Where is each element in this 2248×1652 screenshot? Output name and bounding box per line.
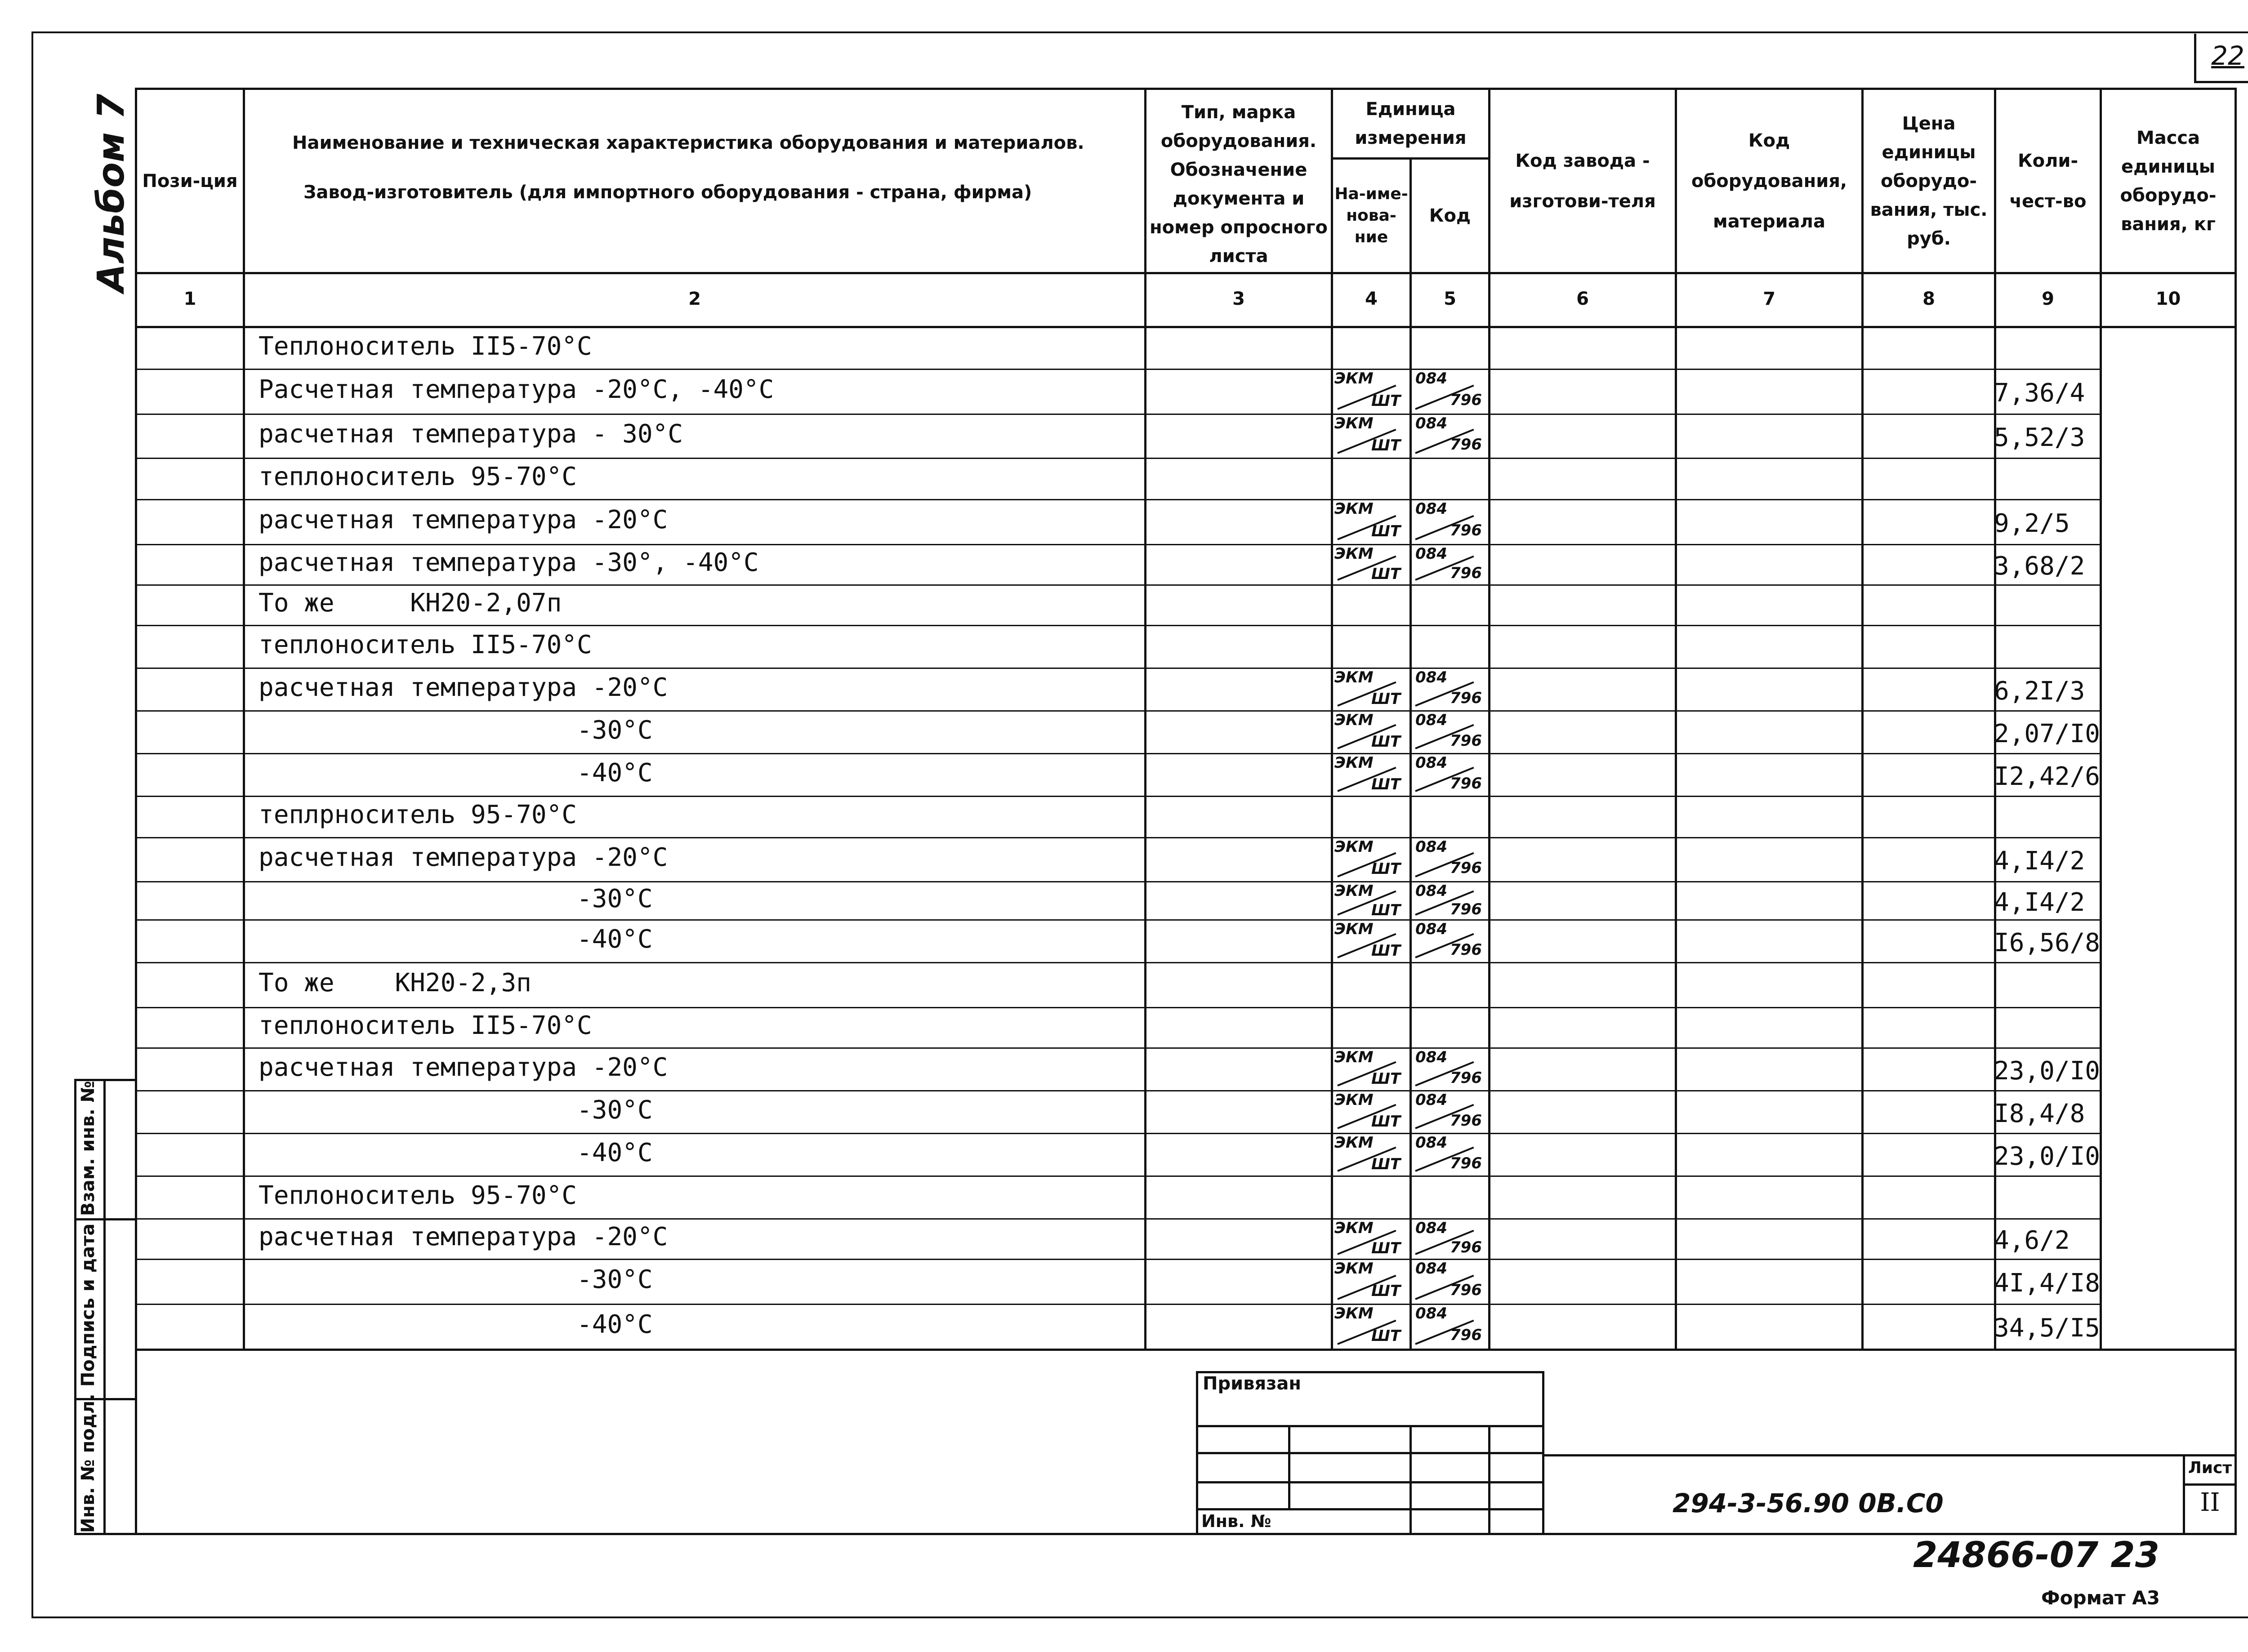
row-name: расчетная температура -20°C — [259, 1052, 668, 1082]
unit-name-bottom: ШТ — [1371, 1155, 1401, 1173]
unit-code-top: 084 — [1415, 370, 1447, 387]
row-line — [135, 881, 2100, 882]
unit-name-top: ЭКМ — [1334, 1219, 1374, 1237]
header-unit-name: На-име-нова-ние — [1334, 185, 1408, 246]
row-line — [135, 458, 2100, 459]
row-line — [135, 668, 2100, 669]
archive-number: 24866-07 23 — [1913, 1535, 2159, 1576]
unit-code-bottom: 796 — [1450, 1238, 1482, 1256]
row-line — [135, 1007, 2100, 1008]
row-line — [135, 544, 2100, 545]
row-quantity: 4,I4/2 — [1994, 846, 2085, 876]
unit-name-top: ЭКМ — [1334, 882, 1374, 900]
unit-name-top: ЭКМ — [1334, 711, 1374, 729]
unit-name-top: ЭКМ — [1334, 754, 1374, 772]
row-name: расчетная температура - 30°C — [259, 419, 683, 449]
header-unit-code: Код — [1429, 205, 1471, 226]
privyazan-label: Привязан — [1203, 1373, 1302, 1394]
unit-name-bottom: ШТ — [1371, 1327, 1401, 1345]
header-quantity: Коли-чест-во — [2009, 150, 2087, 212]
row-line — [135, 1176, 2100, 1177]
unit-name-bottom: ШТ — [1371, 732, 1401, 751]
row-line — [135, 1047, 2100, 1049]
table-body-bottom — [135, 1349, 2237, 1351]
row-name: -30°C — [259, 715, 653, 745]
header-factory-code: Код завода - изготови-теля — [1509, 150, 1656, 212]
header-type: Тип, марка оборудования. Обозначение документа и номер опросного листа — [1150, 102, 1328, 267]
unit-code-top: 084 — [1415, 668, 1447, 686]
unit-name-bottom: ШТ — [1371, 690, 1401, 708]
unit-code-bottom: 796 — [1450, 521, 1482, 539]
unit-name-top: ЭКМ — [1334, 1091, 1374, 1109]
list-label: Лист — [2188, 1459, 2232, 1477]
col-num-8: 8 — [1922, 289, 1935, 309]
row-line — [135, 796, 2100, 797]
row-name: расчетная температура -20°C — [259, 843, 668, 872]
row-quantity: 23,0/I0 — [1994, 1056, 2101, 1086]
row-line — [135, 1090, 2100, 1091]
unit-code-bottom: 796 — [1450, 774, 1482, 793]
unit-code-top: 084 — [1415, 920, 1447, 938]
side-stamp-row-1 — [74, 1218, 137, 1220]
unit-name-bottom: ШТ — [1371, 436, 1401, 454]
header-equipment-code: Код оборудования, материала — [1691, 130, 1847, 232]
header-name-line2: Завод-изготовитель (для импортного оборудования - страна, фирма) — [303, 182, 1032, 203]
side-stamp-inv: Инв. № подл. — [78, 1394, 98, 1533]
unit-code-top: 084 — [1415, 1091, 1447, 1109]
list-number: II — [2200, 1488, 2220, 1517]
unit-code-bottom: 796 — [1450, 1326, 1482, 1344]
unit-code-bottom: 796 — [1450, 1069, 1482, 1087]
row-name: Теплоноситель 95-70°C — [259, 1180, 577, 1210]
stamp-col-3 — [1488, 1425, 1490, 1535]
unit-code-bottom: 796 — [1450, 1111, 1482, 1130]
header-position: Пози-ция — [142, 170, 238, 191]
unit-name-top: ЭКМ — [1334, 370, 1374, 387]
row-name: теплоноситель 95-70°C — [259, 462, 577, 491]
row-quantity: 3,68/2 — [1994, 552, 2085, 581]
unit-name-bottom: ШТ — [1371, 941, 1401, 960]
col-num-7: 7 — [1763, 289, 1775, 309]
document-code: 294-3-56.90 0В.С0 — [1673, 1488, 1944, 1518]
unit-code-top: 084 — [1415, 1305, 1447, 1322]
row-name: -30°C — [259, 884, 653, 913]
col-num-9: 9 — [2042, 289, 2054, 309]
unit-code-bottom: 796 — [1450, 940, 1482, 959]
row-name: теплоноситель II5-70°C — [259, 630, 592, 659]
row-name: расчетная температура -20°C — [259, 1222, 668, 1251]
row-quantity: 7,36/4 — [1994, 378, 2085, 408]
unit-code-top: 084 — [1415, 1260, 1447, 1278]
unit-code-bottom: 796 — [1450, 900, 1482, 918]
row-name: -40°C — [259, 1138, 653, 1167]
unit-code-top: 084 — [1415, 882, 1447, 900]
row-line — [135, 919, 2100, 921]
side-stamp-podpis: Подпись и дата — [78, 1223, 98, 1387]
col-num-3: 3 — [1232, 289, 1245, 309]
row-quantity: I2,42/6 — [1994, 761, 2101, 791]
unit-name-bottom: ШТ — [1371, 392, 1401, 410]
header-bottom-line — [135, 272, 2237, 274]
unit-code-top: 084 — [1415, 838, 1447, 856]
unit-code-top: 084 — [1415, 1048, 1447, 1066]
row-name: -30°C — [259, 1095, 653, 1125]
list-box-split — [2183, 1483, 2237, 1486]
row-line — [135, 1133, 2100, 1134]
row-line — [135, 414, 2100, 415]
unit-code-top: 084 — [1415, 414, 1447, 432]
row-line — [135, 837, 2100, 838]
row-line — [135, 584, 2100, 586]
side-stamp-divider — [103, 1079, 106, 1535]
col-divider-1 — [243, 88, 245, 1349]
stamp-row-1 — [1196, 1425, 1544, 1427]
unit-code-bottom: 796 — [1450, 1281, 1482, 1299]
row-name: То же КН20-2,07п — [259, 588, 562, 618]
row-name: Теплоноситель II5-70°C — [259, 332, 592, 361]
row-quantity: 2,07/I0 — [1994, 719, 2101, 748]
unit-code-top: 084 — [1415, 1134, 1447, 1152]
row-line — [135, 499, 2100, 500]
unit-name-top: ЭКМ — [1334, 500, 1374, 518]
row-name: теплоноситель II5-70°C — [259, 1011, 592, 1040]
row-name: -30°C — [259, 1265, 653, 1294]
unit-name-bottom: ШТ — [1371, 1112, 1401, 1131]
row-quantity: 4,I4/2 — [1994, 887, 2085, 917]
stamp-col-2 — [1409, 1425, 1412, 1535]
unit-code-bottom: 796 — [1450, 391, 1482, 409]
unit-name-bottom: ШТ — [1371, 1069, 1401, 1088]
stamp-row-2 — [1196, 1452, 1544, 1454]
unit-name-top: ЭКМ — [1334, 545, 1374, 563]
title-block-top — [1544, 1454, 2237, 1456]
row-name: -40°C — [259, 758, 653, 788]
column-numbers-bottom-line — [135, 326, 2237, 328]
col-divider-5 — [1488, 88, 1490, 1349]
header-unit: Единица измерения — [1355, 99, 1467, 148]
row-line — [135, 1304, 2100, 1305]
row-line — [135, 1259, 2100, 1260]
row-name: расчетная температура -30°, -40°C — [259, 548, 759, 577]
row-quantity: 4I,4/I8 — [1994, 1269, 2101, 1298]
side-stamp-vzam: Взам. инв. № — [78, 1081, 98, 1216]
unit-code-top: 084 — [1415, 754, 1447, 772]
col-num-5: 5 — [1444, 289, 1456, 309]
unit-name-top: ЭКМ — [1334, 1260, 1374, 1278]
unit-code-top: 084 — [1415, 1219, 1447, 1237]
unit-name-top: ЭКМ — [1334, 920, 1374, 938]
row-name: расчетная температура -20°C — [259, 505, 668, 534]
unit-code-bottom: 796 — [1450, 859, 1482, 877]
inv-no-label: Инв. № — [1201, 1511, 1271, 1531]
unit-name-bottom: ШТ — [1371, 901, 1401, 919]
row-quantity: I6,56/8 — [1994, 928, 2101, 957]
row-quantity: 4,6/2 — [1994, 1226, 2070, 1255]
unit-code-bottom: 796 — [1450, 436, 1482, 454]
stamp-col-1 — [1288, 1425, 1290, 1508]
unit-name-top: ЭКМ — [1334, 1048, 1374, 1066]
col-divider-6 — [1675, 88, 1677, 1349]
row-name: теплрноситель 95-70°C — [259, 800, 577, 829]
header-name-line1: Наименование и техническая характеристика оборудования и материалов. — [292, 133, 1084, 153]
page-number: 22 — [2211, 40, 2244, 71]
unit-code-top: 084 — [1415, 500, 1447, 518]
stamp-row-4 — [1196, 1508, 1544, 1510]
unit-name-bottom: ШТ — [1371, 775, 1401, 793]
row-name: Расчетная температура -20°C, -40°C — [259, 375, 774, 404]
col-num-6: 6 — [1576, 289, 1589, 309]
row-quantity: 9,2/5 — [1994, 509, 2070, 538]
format-label: Формат А3 — [2041, 1587, 2160, 1609]
row-quantity: 6,2I/3 — [1994, 676, 2085, 706]
row-name: расчетная температура -20°C — [259, 672, 668, 702]
header-mass: Масса единицы оборудо-вания, кг — [2120, 127, 2217, 235]
row-quantity: I8,4/8 — [1994, 1099, 2085, 1128]
unit-name-top: ЭКМ — [1334, 838, 1374, 856]
unit-name-bottom: ШТ — [1371, 522, 1401, 540]
unit-name-bottom: ШТ — [1371, 860, 1401, 878]
col-divider-3 — [1331, 88, 1333, 1349]
col-num-1: 1 — [183, 289, 196, 309]
row-name: -40°C — [259, 1310, 653, 1339]
unit-name-top: ЭКМ — [1334, 1134, 1374, 1152]
col-num-4: 4 — [1365, 289, 1378, 309]
header-price: Цена единицы оборудо-вания, тыс. руб. — [1870, 113, 1988, 249]
stamp-row-3 — [1196, 1481, 1544, 1483]
unit-name-top: ЭКМ — [1334, 1305, 1374, 1322]
unit-code-bottom: 796 — [1450, 689, 1482, 707]
unit-code-bottom: 796 — [1450, 564, 1482, 582]
row-quantity: 23,0/I0 — [1994, 1141, 2101, 1171]
col-num-2: 2 — [688, 289, 701, 309]
col-divider-7 — [1861, 88, 1864, 1349]
row-line — [135, 1218, 2100, 1220]
unit-code-bottom: 796 — [1450, 1154, 1482, 1172]
col-divider-2 — [1144, 88, 1146, 1349]
row-line — [135, 962, 2100, 963]
row-line — [135, 710, 2100, 712]
unit-code-top: 084 — [1415, 711, 1447, 729]
unit-code-top: 084 — [1415, 545, 1447, 563]
header-name — [245, 90, 1144, 272]
col-num-10: 10 — [2155, 289, 2181, 309]
unit-name-top: ЭКМ — [1334, 414, 1374, 432]
row-line — [135, 625, 2100, 626]
unit-name-bottom: ШТ — [1371, 1282, 1401, 1300]
unit-name-bottom: ШТ — [1371, 565, 1401, 583]
row-name: -40°C — [259, 924, 653, 954]
unit-code-bottom: 796 — [1450, 731, 1482, 750]
row-line — [135, 369, 2100, 370]
row-quantity: 34,5/I5 — [1994, 1314, 2101, 1343]
unit-name-top: ЭКМ — [1334, 668, 1374, 686]
row-name: То же КН20-2,3п — [259, 968, 531, 997]
row-quantity: 5,52/3 — [1994, 423, 2085, 452]
unit-name-bottom: ШТ — [1371, 1239, 1401, 1257]
row-line — [135, 753, 2100, 754]
album-label: Альбом 7 — [90, 94, 133, 292]
